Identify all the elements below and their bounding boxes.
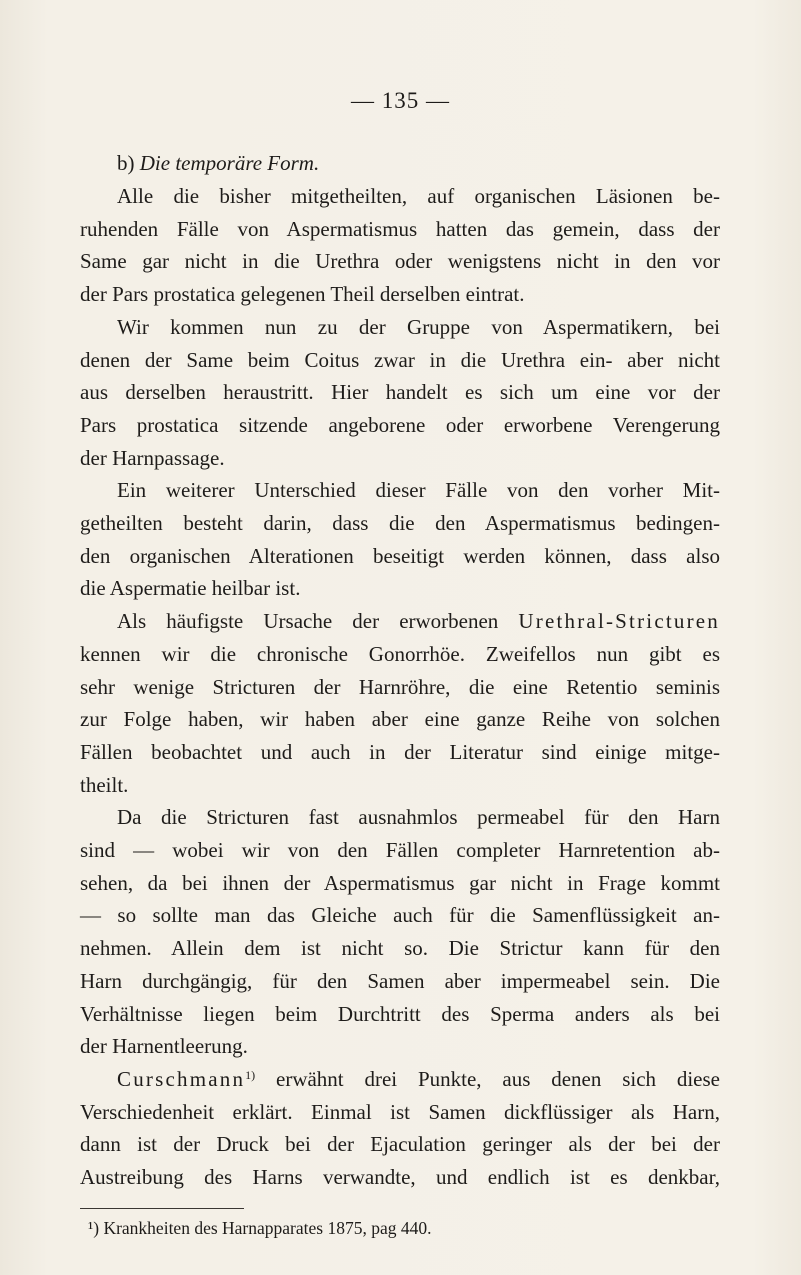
text-line xyxy=(80,605,720,638)
text-line: die Aspermatie heilbar ist. xyxy=(80,576,301,601)
spaced-term: Curschmann xyxy=(117,1066,246,1091)
text-line: Fällen beobachtet und auch in der Literatur sind einige mitge- xyxy=(80,739,720,764)
text-line: theilt. xyxy=(80,772,129,797)
text-line: kennen wir die chronische Gonorrhöe. Zweifellos nun gibt es xyxy=(80,641,720,666)
text-line: der Harnentleerung. xyxy=(80,1034,248,1059)
text-line: Pars prostatica sitzende angeborene oder erworbene Verengerung xyxy=(80,412,720,437)
text-line: Verschiedenheit erklärt. Einmal ist Samen dickflüssiger als Harn, xyxy=(80,1099,720,1124)
body-text xyxy=(80,180,720,1194)
text-segment: erwähnt drei Punkte, aus denen sich diese xyxy=(276,1066,721,1091)
text-line: Ein weiterer Unterschied dieser Fälle von den vorher Mit- xyxy=(117,478,720,503)
text-line xyxy=(80,1063,720,1096)
text-line: sind — wobei wir von den Fällen completer Harnretention ab- xyxy=(80,838,720,863)
text-line: aus derselben heraustritt. Hier handelt es sich um eine vor der xyxy=(80,380,720,405)
text-line: nehmen. Allein dem ist nicht so. Die Strictur kann für den xyxy=(80,936,720,961)
section-heading xyxy=(117,151,319,176)
footnote-divider xyxy=(80,1208,244,1209)
footnote-text: Krankheiten des Harnapparates 1875, pag 440. xyxy=(103,1218,432,1238)
text-line: der Pars prostatica gelegenen Theil derselben eintrat. xyxy=(80,282,525,307)
text-segment: Als häufigste Ursache der erworbenen xyxy=(117,609,499,634)
footnote-marker: 1) xyxy=(245,1067,256,1082)
text-line: Harn durchgängig, für den Samen aber impermeabel sein. Die xyxy=(80,968,720,993)
section-title: Die temporäre Form. xyxy=(139,151,320,175)
spaced-term: Urethral-Stricturen xyxy=(518,609,720,634)
text-line: — so sollte man das Gleiche auch für die Samenflüssigkeit an- xyxy=(80,903,720,928)
text-line: der Harnpassage. xyxy=(80,445,225,470)
footnote xyxy=(88,1218,431,1239)
text-line: ruhenden Fälle von Aspermatismus hatten das gemein, dass der xyxy=(80,216,720,241)
page-number: — 135 — xyxy=(351,88,450,113)
text-line: sehen, da bei ihnen der Aspermatismus gar nicht in Frage kommt xyxy=(80,870,720,895)
text-line: getheilten besteht darin, dass die den Aspermatismus bedingen- xyxy=(80,511,720,536)
section-label: b) xyxy=(117,151,135,175)
text-line: Alle die bisher mitgetheilten, auf organischen Läsionen be- xyxy=(117,184,720,208)
text-line: sehr wenige Stricturen der Harnröhre, die eine Retentio seminis xyxy=(80,674,720,699)
text-line: Austreibung des Harns verwandte, und endlich ist es denkbar, xyxy=(80,1165,720,1190)
text-line: Da die Stricturen fast ausnahmlos permeabel für den Harn xyxy=(117,805,720,830)
footnote-marker: ¹) xyxy=(88,1218,100,1238)
text-line: Same gar nicht in die Urethra oder wenigstens nicht in den vor xyxy=(80,249,720,274)
text-line: dann ist der Druck bei der Ejaculation geringer als der bei der xyxy=(80,1132,720,1157)
text-line: denen der Same beim Coitus zwar in die Urethra ein- aber nicht xyxy=(80,347,720,372)
text-line: Verhältnisse liegen beim Durchtritt des Sperma anders als bei xyxy=(80,1001,720,1026)
text-line: Wir kommen nun zu der Gruppe von Aspermatikern, bei xyxy=(117,314,720,339)
text-line: den organischen Alterationen beseitigt werden können, dass also xyxy=(80,543,720,568)
text-line: zur Folge haben, wir haben aber eine ganze Reihe von solchen xyxy=(80,707,720,732)
